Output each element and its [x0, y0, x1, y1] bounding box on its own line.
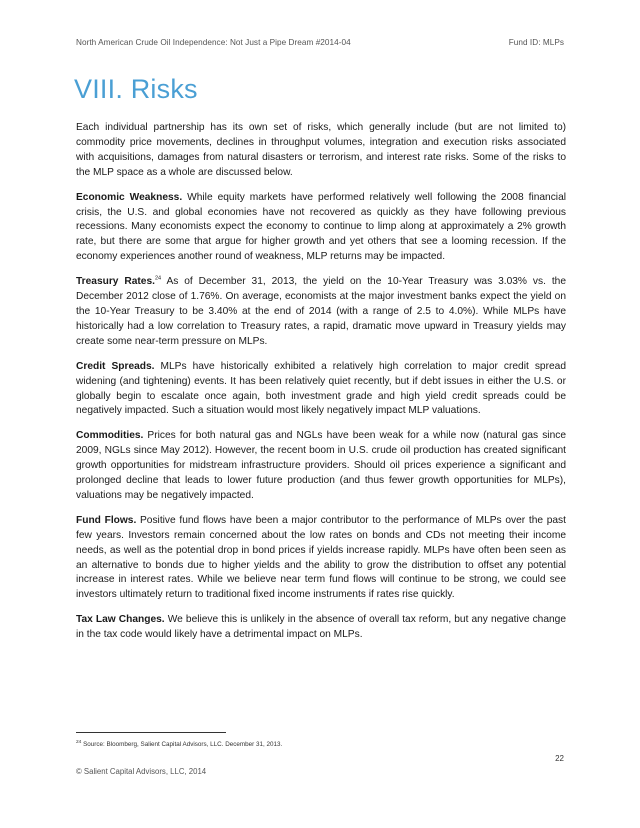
intro-paragraph: Each individual partnership has its own set of risks, which generally include (but are not limited to) commodity price movements, declines in throughput volumes, integration and execution risks associated with acquisitions, damages from natural disasters or terrorism, and interest rate risks. Some of the risks to the MLP space as a whole are discussed below.: [76, 122, 566, 178]
header-document-title: North American Crude Oil Independence: Not Just a Pipe Dream #2014-04: [76, 38, 351, 47]
risk-heading: Tax Law Changes.: [76, 614, 165, 626]
risk-paragraph-commodities: [76, 429, 566, 504]
footnote: [76, 741, 282, 748]
risk-text: We believe this is unlikely in the absence of overall tax reform, but any negative change in the tax code would likely have a detrimental impact on MLPs.: [76, 614, 567, 641]
running-header: [76, 38, 564, 47]
footnote-text: Source: Bloomberg, Salient Capital Advisors, LLC. December 31, 2013.: [81, 741, 283, 748]
risk-paragraph-economic-weakness: [76, 191, 566, 266]
footnote-number: 24: [76, 739, 82, 745]
risk-text: While equity markets have performed relatively well following the 2008 financial crisis, the U.S. and global economies have not recovered as quickly as they have following previous recessions. Many economists expect the economy to continue to limp along at approximately a 2% growth rate, but there are some that argue for higher growth and yet others that see a looming recession. If the economy experiences another round of weakness, MLP returns may be impacted.: [76, 191, 566, 263]
header-fund-id: Fund ID: MLPs: [508, 38, 564, 47]
section-title: VIII. Risks: [74, 74, 198, 104]
copyright-notice: © Salient Capital Advisors, LLC, 2014: [76, 767, 207, 776]
risk-heading: Economic Weakness.: [76, 191, 183, 203]
body-text: [76, 121, 566, 653]
risk-heading: Fund Flows.: [76, 514, 137, 526]
footnote-reference[interactable]: 24: [154, 275, 162, 282]
risk-heading: Commodities.: [76, 430, 144, 442]
risk-paragraph-credit-spreads: [76, 360, 566, 420]
risk-text: As of December 31, 2013, the yield on the 10-Year Treasury was 3.03% vs. the December 2012 close of 1.76%. On average, economists at the major investment banks expect the yield on the 10-Year Treasury to be 3.40% at the end of 2014 (with a range of 2.5 to 4.0%). While MLPs have historically had a low correlation to Treasury rates, a rapid, dramatic move upward in Treasury yields may create some near-term pressure on MLPs.: [76, 276, 566, 347]
footnote-divider: [76, 732, 226, 733]
page-number: 22: [555, 754, 564, 763]
risk-paragraph-treasury-rates: [76, 275, 566, 350]
risk-heading: Credit Spreads.: [76, 360, 155, 372]
risk-text: Prices for both natural gas and NGLs have been weak for a while now (natural gas since 2009, NGLs since May 2012). However, the recent boom in U.S. crude oil production has created significant growth opportunities for midstream infrastructure providers. Should oil prices experience a significant and prolonged decline that leads to lower future production (and thus fewer growth opportunities for MLPs), valuations may be negatively impacted.: [76, 430, 566, 501]
risk-text: Positive fund flows have been a major contributor to the performance of MLPs over the past few years. Investors remain concerned about the low rates on bonds and CDs not meeting their income needs, as well as the potential drop in bond prices if yields increase rapidly. MLPs have often been seen as an alternative to bonds due to higher yields and the ability to grow the distribution to offset any potential increase in interest rates. While we believe near term fund flows will continue to be strong, we could see investors ultimately return to traditional fixed income instruments if rates rise quickly.: [76, 514, 566, 601]
risk-text: MLPs have historically exhibited a relatively high correlation to major credit spread widening (and tightening) events. It has been relatively quiet recently, but if debt issues in either the U.S. or globally begin to escalate once again, both investment grade and high yield credit spreads could be negatively impacted. Such a situation would most likely negatively impact MLP valuations.: [76, 360, 566, 417]
risk-paragraph-fund-flows: [76, 514, 566, 603]
risk-paragraph-tax-law-changes: [76, 613, 566, 643]
risk-heading: Treasury Rates.: [76, 276, 155, 288]
